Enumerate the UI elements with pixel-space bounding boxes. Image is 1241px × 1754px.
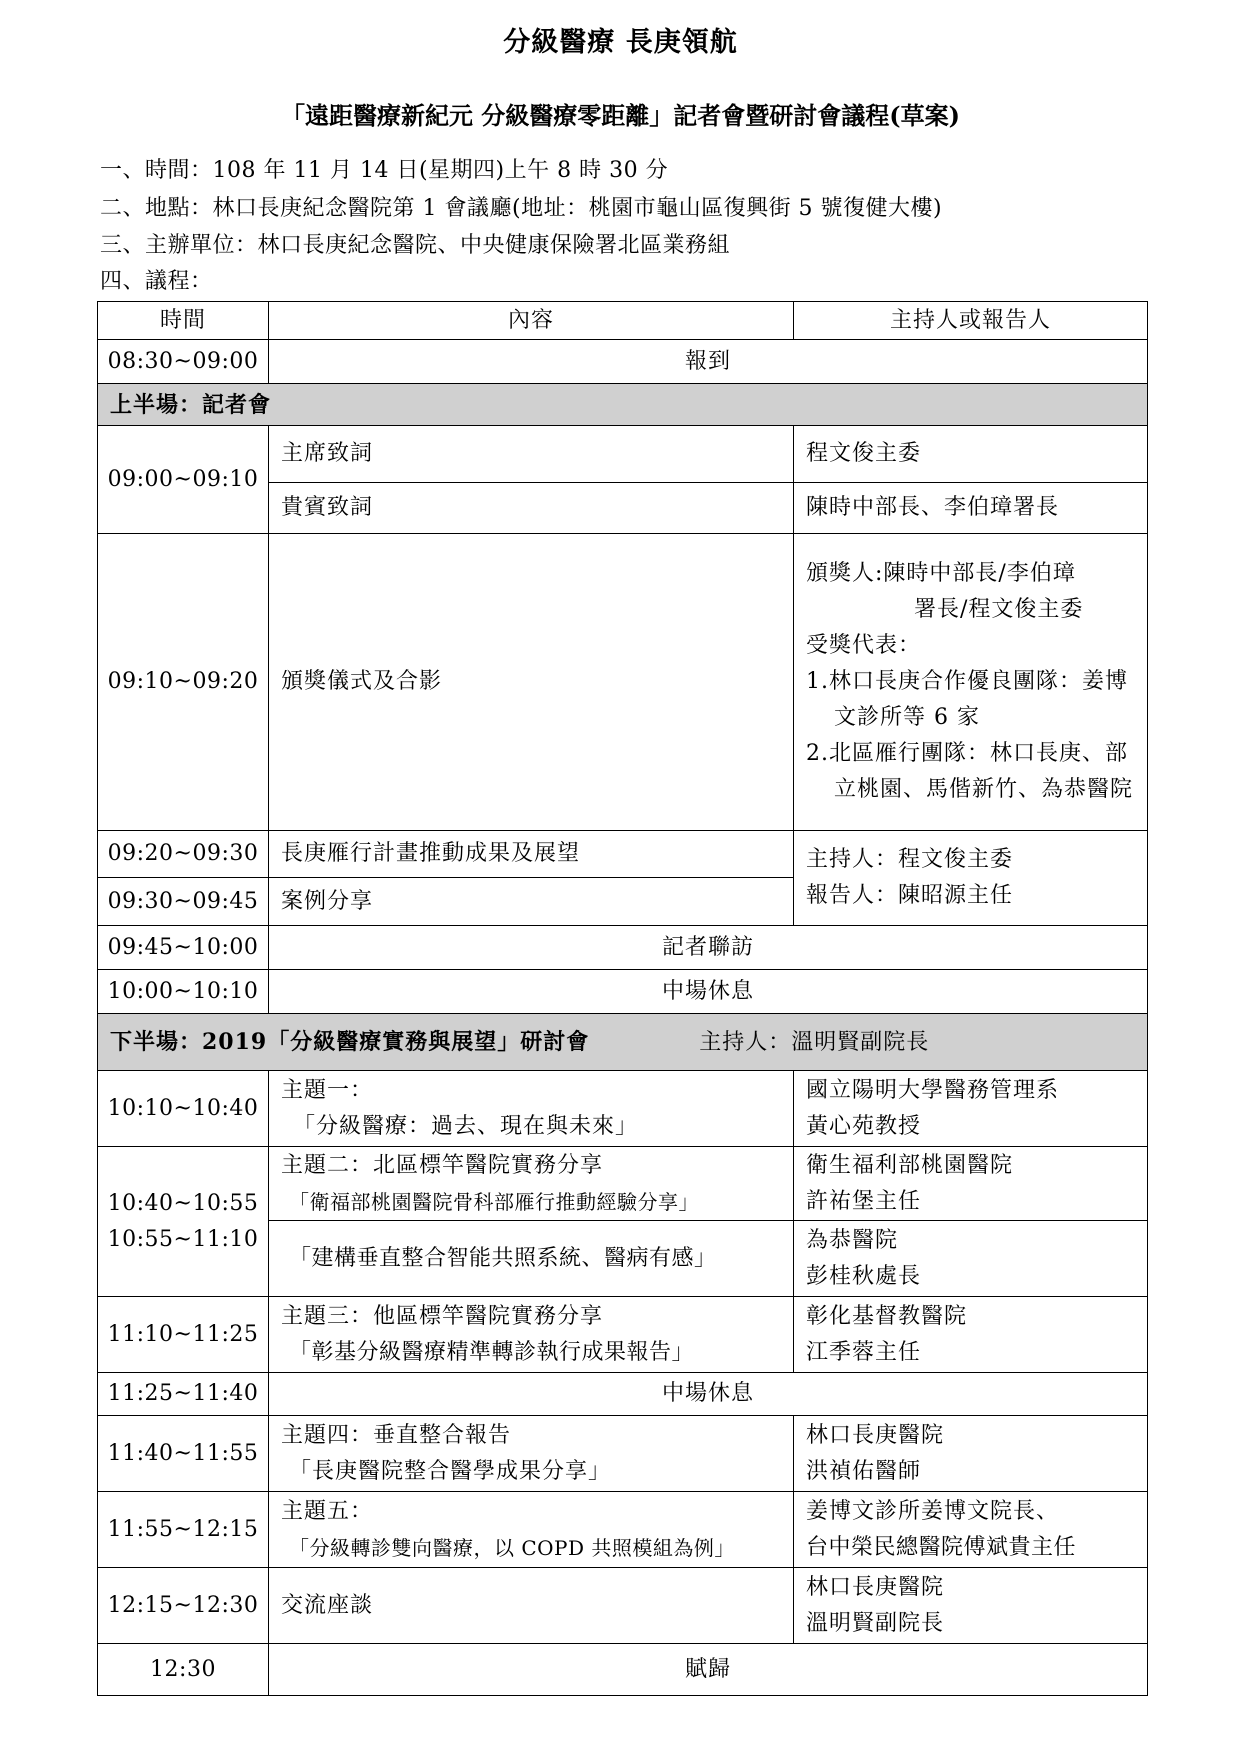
table-row	[98, 1071, 1148, 1147]
row-time: 08:30~09:00	[98, 340, 269, 384]
speaker-line: 黃心苑教授	[806, 1113, 922, 1139]
header-speaker: 主持人或報告人	[794, 302, 1148, 340]
table-row	[98, 1147, 1148, 1221]
row-content	[269, 1147, 794, 1221]
topic-label: 主題一：	[281, 1077, 374, 1103]
table-row	[98, 926, 1148, 970]
row-content: 中場休息	[269, 1373, 1148, 1416]
row-time: 12:15~12:30	[98, 1568, 269, 1644]
row-content: 報到	[269, 340, 1148, 384]
row-content: 主席致詞	[269, 426, 794, 483]
row-content	[269, 1297, 794, 1373]
topic-title: 「建構垂直整合智能共照系統、醫病有感」	[289, 1245, 717, 1271]
row-time: 09:10~09:20	[98, 534, 269, 831]
row-speaker	[794, 1297, 1148, 1373]
row-time: 10:00~10:10	[98, 970, 269, 1014]
section-row	[98, 1014, 1148, 1071]
row-time	[98, 1147, 269, 1297]
speaker-line: 1.林口長庚合作優良團隊：姜博文診所等 6 家	[806, 669, 1128, 730]
topic-title: 「分級轉診雙向醫療，以 COPD 共照模組為例」	[289, 1535, 735, 1560]
speaker-line: 頒獎人:陳時中部長/李伯璋	[806, 561, 1076, 586]
info-agenda: 四、議程：	[100, 269, 213, 294]
row-content	[269, 1071, 794, 1147]
topic-title: 「衛福部桃園醫院骨科部雁行推動經驗分享」	[289, 1189, 699, 1214]
speaker-line: 林口長庚醫院	[806, 1422, 945, 1448]
speaker-line: 衛生福利部桃園醫院	[806, 1152, 1014, 1178]
row-speaker	[794, 1492, 1148, 1568]
row-time: 11:40~11:55	[98, 1416, 269, 1492]
time-line: 10:40~10:55	[107, 1190, 259, 1216]
table-row	[98, 970, 1148, 1014]
row-time: 09:20~09:30	[98, 831, 269, 878]
row-content: 長庚雁行計畫推動成果及展望	[269, 831, 794, 878]
topic-title: 「長庚醫院整合醫學成果分享」	[289, 1458, 612, 1484]
speaker-line: 署長/程文俊主委	[914, 597, 1084, 622]
row-speaker: 程文俊主委	[794, 426, 1148, 483]
row-time: 09:00~09:10	[98, 426, 269, 534]
speaker-line: 許祐堡主任	[806, 1188, 922, 1214]
header-content: 內容	[269, 302, 794, 340]
info-place: 二、地點：林口長庚紀念醫院第 1 會議廳(地址：桃園市龜山區復興街 5 號復健大樓)	[100, 196, 943, 221]
speaker-line: 主持人：程文俊主委	[806, 847, 1014, 872]
topic-label: 主題二：北區標竿醫院實務分享	[281, 1152, 604, 1178]
table-header-row	[98, 302, 1148, 340]
row-speaker	[794, 1147, 1148, 1221]
speaker-line: 姜博文診所姜博文院長、	[806, 1498, 1060, 1524]
topic-title: 「彰基分級醫療精準轉診執行成果報告」	[289, 1339, 695, 1365]
row-speaker	[794, 831, 1148, 926]
row-speaker	[794, 534, 1148, 831]
section-title-text: 下半場：2019「分級醫療實務與展望」研討會	[110, 1028, 590, 1055]
row-speaker	[794, 1071, 1148, 1147]
speaker-line: 彰化基督教醫院	[806, 1303, 968, 1329]
table-row	[98, 1297, 1148, 1373]
row-content: 貴賓致詞	[269, 483, 794, 534]
topic-label: 主題三：他區標竿醫院實務分享	[281, 1303, 604, 1329]
time-line: 10:55~11:10	[107, 1226, 259, 1252]
row-speaker	[794, 1221, 1148, 1297]
table-row	[98, 1492, 1148, 1568]
table-row	[98, 1568, 1148, 1644]
row-speaker	[794, 1568, 1148, 1644]
row-speaker	[794, 1416, 1148, 1492]
row-time: 09:45~10:00	[98, 926, 269, 970]
info-time: 一、時間：108 年 11 月 14 日(星期四)上午 8 時 30 分	[100, 158, 669, 183]
row-speaker: 陳時中部長、李伯璋署長	[794, 483, 1148, 534]
speaker-line: 溫明賢副院長	[806, 1610, 945, 1636]
row-time: 12:30	[98, 1644, 269, 1696]
row-time: 09:30~09:45	[98, 878, 269, 926]
section-row	[98, 384, 1148, 426]
row-content: 中場休息	[269, 970, 1148, 1014]
topic-label: 主題五：	[281, 1498, 374, 1524]
table-row	[98, 1644, 1148, 1696]
table-row	[98, 534, 1148, 831]
row-time: 11:55~12:15	[98, 1492, 269, 1568]
agenda-table	[97, 301, 1148, 1696]
row-content: 賦歸	[269, 1644, 1148, 1696]
speaker-line: 受獎代表：	[806, 633, 922, 658]
table-row	[98, 1416, 1148, 1492]
speaker-line: 洪禎佑醫師	[806, 1458, 922, 1484]
section-title: 上半場：記者會	[98, 384, 1148, 426]
section-host: 主持人：溫明賢副院長	[699, 1029, 930, 1055]
table-row	[98, 1373, 1148, 1416]
speaker-line: 2.北區雁行團隊：林口長庚、部立桃園、馬偕新竹、為恭醫院	[806, 741, 1134, 802]
info-organizer: 三、主辦單位：林口長庚紀念醫院、中央健康保險署北區業務組	[100, 233, 731, 258]
speaker-line: 林口長庚醫院	[806, 1574, 945, 1600]
speaker-line: 國立陽明大學醫務管理系	[806, 1077, 1060, 1103]
row-time: 11:25~11:40	[98, 1373, 269, 1416]
speaker-line: 報告人：陳昭源主任	[806, 883, 1014, 908]
speaker-line: 台中榮民總醫院傅斌貴主任	[806, 1534, 1077, 1560]
section-title	[98, 1014, 1148, 1071]
page-title: 分級醫療 長庚領航	[503, 27, 738, 58]
table-row	[98, 831, 1148, 878]
row-content	[269, 1492, 794, 1568]
row-content: 交流座談	[269, 1568, 794, 1644]
header-time: 時間	[98, 302, 269, 340]
speaker-line: 江季蓉主任	[806, 1339, 922, 1365]
row-content: 記者聯訪	[269, 926, 1148, 970]
topic-title: 「分級醫療：過去、現在與未來」	[293, 1113, 639, 1139]
row-content	[269, 1416, 794, 1492]
table-row	[98, 340, 1148, 384]
speaker-line: 彭桂秋處長	[806, 1263, 922, 1289]
topic-label: 主題四：垂直整合報告	[281, 1422, 512, 1448]
row-time: 10:10~10:40	[98, 1071, 269, 1147]
row-content: 頒獎儀式及合影	[269, 534, 794, 831]
page-subtitle: 「遠距醫療新紀元 分級醫療零距離」記者會暨研討會議程(草案)	[280, 101, 961, 130]
table-row	[98, 426, 1148, 483]
row-content	[269, 1221, 794, 1297]
speaker-line: 為恭醫院	[806, 1227, 899, 1253]
row-content: 案例分享	[269, 878, 794, 926]
row-time: 11:10~11:25	[98, 1297, 269, 1373]
